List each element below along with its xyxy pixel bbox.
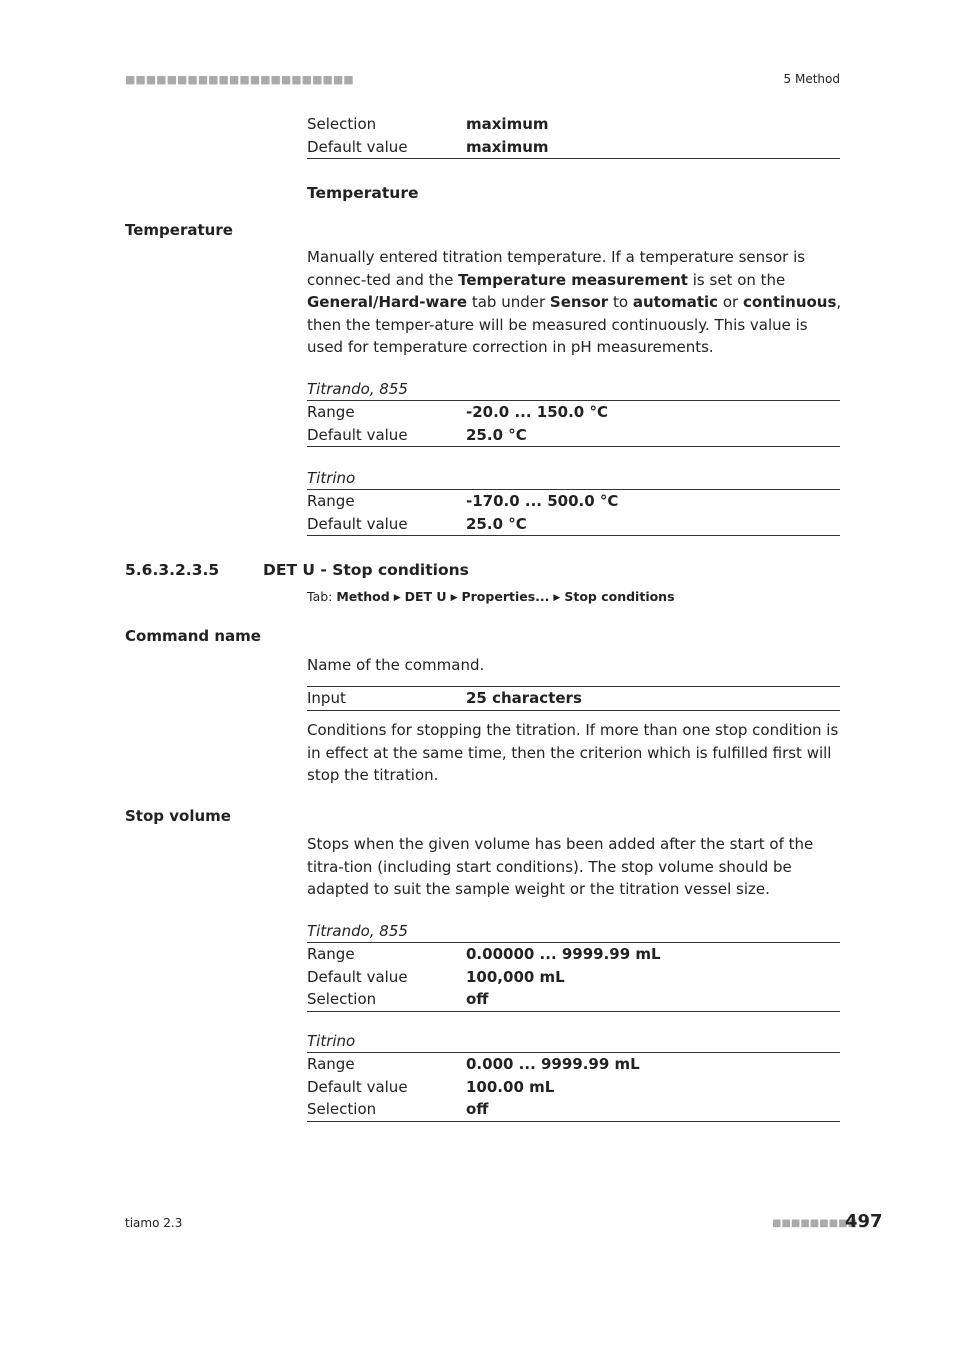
page-number: 497	[845, 1211, 883, 1232]
chapter-title: 5 Method	[783, 72, 840, 86]
tab-prefix: Tab:	[307, 589, 333, 604]
arrow-icon: ▶	[450, 593, 458, 603]
row-label: Range	[307, 1055, 355, 1073]
table-title: Titrino	[307, 1030, 840, 1053]
command-input-table	[307, 686, 840, 711]
row-value: 100.00 mL	[466, 1077, 555, 1096]
command-name-description: Name of the command.	[307, 656, 485, 674]
sv-titrando-table	[307, 920, 840, 1012]
row-label: Selection	[307, 1100, 377, 1118]
product-name: tiamo 2.3	[125, 1216, 183, 1230]
temperature-description: Manually entered titration temperature. If a temperature sensor is connec-ted and the Temperature measurement is set on the General/Hard-ware tab under Sensor to automatic or continuous, then the temper-ature will be measured continuously. This value is used for temperature correction in pH measurements.	[307, 248, 842, 357]
table-row	[307, 136, 840, 160]
table-row	[307, 424, 840, 448]
table-row	[307, 1053, 840, 1076]
sv-titrino-table	[307, 1030, 840, 1122]
row-label: Input	[307, 689, 346, 707]
section-number: 5.6.3.2.3.5	[125, 561, 220, 579]
tab-part: DET U	[404, 589, 447, 604]
row-label: Default value	[307, 967, 408, 986]
row-value: maximum	[466, 115, 549, 133]
row-value: 25 characters	[466, 689, 582, 707]
table-row	[307, 1098, 840, 1122]
row-value: 0.00000 ... 9999.99 mL	[466, 945, 661, 963]
row-value: -170.0 ... 500.0 °C	[466, 492, 619, 510]
row-value: off	[466, 1100, 489, 1118]
table-row	[307, 401, 840, 424]
row-value: -20.0 ... 150.0 °C	[466, 403, 608, 421]
command-name-side-label: Command name	[125, 627, 261, 645]
temperature-side-label: Temperature	[125, 221, 233, 239]
section-title: DET U - Stop conditions	[263, 561, 469, 579]
row-label: Range	[307, 945, 355, 963]
row-value: 100,000 mL	[466, 967, 565, 986]
table-row	[307, 966, 840, 989]
tab-part: Method	[336, 589, 390, 604]
row-value: maximum	[466, 137, 549, 156]
arrow-icon: ▶	[553, 593, 561, 603]
table-row	[307, 686, 840, 711]
row-label: Range	[307, 403, 355, 421]
row-value: 0.000 ... 9999.99 mL	[466, 1055, 640, 1073]
temp-titrino-table	[307, 467, 840, 536]
row-label: Range	[307, 492, 355, 510]
arrow-icon: ▶	[393, 593, 401, 603]
header-decoration: ■■■■■■■■■■■■■■■■■■■■■■	[125, 73, 354, 86]
stop-conditions-description: Conditions for stopping the titration. If more than one stop condition is in effect at the same time, then the criterion which is fulfilled first will stop the titration.	[307, 721, 839, 785]
table-title: Titrino	[307, 467, 840, 490]
tab-part: Stop conditions	[564, 589, 675, 604]
row-value: 25.0 °C	[466, 425, 527, 444]
table-row	[307, 513, 840, 537]
tab-path	[307, 589, 675, 604]
stop-volume-description: Stops when the given volume has been added after the start of the titra-tion (including start conditions). The stop volume should be adapted to suit the sample weight or the titration vessel size.	[307, 835, 814, 899]
temp-titrando-table	[307, 378, 840, 447]
table-title: Titrando, 855	[307, 920, 840, 943]
table-row	[307, 490, 840, 513]
row-value: 25.0 °C	[466, 514, 527, 533]
table-row	[307, 1076, 840, 1099]
row-value: off	[466, 990, 489, 1008]
table-row	[307, 943, 840, 966]
row-label: Default value	[307, 137, 408, 156]
table-title: Titrando, 855	[307, 378, 840, 401]
footer-decoration: ■■■■■■■■■	[772, 1218, 858, 1229]
row-label: Default value	[307, 1077, 408, 1096]
row-label: Default value	[307, 425, 408, 444]
table-row	[307, 988, 840, 1012]
tab-part: Properties...	[461, 589, 550, 604]
temperature-heading: Temperature	[307, 184, 419, 202]
selection-table	[307, 113, 840, 159]
row-label: Selection	[307, 990, 377, 1008]
row-label: Default value	[307, 514, 408, 533]
stop-volume-side-label: Stop volume	[125, 807, 231, 825]
table-row	[307, 113, 840, 136]
row-label: Selection	[307, 115, 377, 133]
